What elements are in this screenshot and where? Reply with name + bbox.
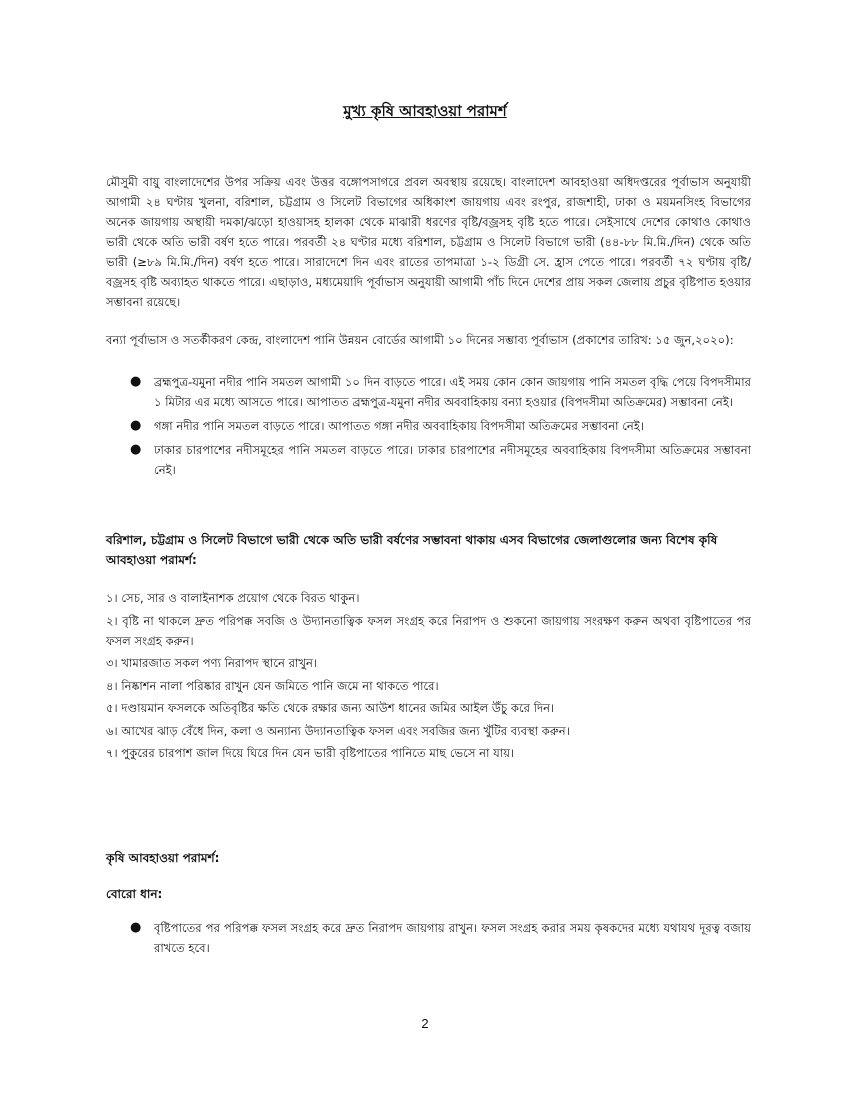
weather-summary-paragraph: মৌসুমী বায়ু বাংলাদেশের উপর সক্রিয় এবং উত্তর বঙ্গোপসাগরে প্রবল অবস্থায় রয়েছে। বাংলাদেশ আবহাওয়া অধিদপ্তরের পূর্বাভাস অনুযায়ী আগামী ২৪ ঘণ্টায় খুলনা, বরিশাল, চট্টগ্রাম ও সিলেট বিভাগের অধিকাংশ জায়গায় এবং রংপুর, রাজশাহী, ঢাকা ও ময়মনসিংহ বিভাগের অনেক জায়গায় অস্থায়ী দমকা/ঝড়ো হাওয়াসহ হালকা থেকে মাঝারী ধরণের বৃষ্টি/বজ্রসহ বৃষ্টি হতে পারে। সেইসাথে দেশের কোথাও কোথাও ভারী থেকে অতি ভারী বর্ষণ হতে পারে। পরবর্তী ২৪ ঘণ্টার মধ্যে বরিশাল, চট্টগ্রাম ও সিলেট বিভাগে ভারী (৪৪-৮৮ মি.মি./দিন) থেকে অতি ভারী (≥৮৯ মি.মি./দিন) বর্ষণ হতে পারে। সারাদেশে দিন এবং রাতের তাপমাত্রা ১-২ ডিগ্রী সে. হ্রাস পেতে পারে। পরবর্তী ৭২ ঘণ্টায় বৃষ্টি/বজ্রসহ বৃষ্টি অব্যাহত থাকতে পারে। এছাড়াও, মধ্যমেয়াদি পূর্বাভাস অনুযায়ী আগামী পাঁচ দিনে দেশের প্রায় সকল জেলায় প্রচুর বৃষ্টিপাত হওয়ার সম্ভাবনা রয়েছে। bbox=[106, 175, 751, 309]
special-advisory-list bbox=[106, 588, 751, 766]
list-item: ৭। পুকুরের চারপাশ জাল দিয়ে ঘিরে দিন যেন ভারী বৃষ্টিপাতের পানিতে মাছ ভেসে না যায়। bbox=[106, 746, 515, 760]
flood-forecast-intro: বন্যা পূর্বাভাস ও সতর্কীকরণ কেন্দ্র, বাংলাদেশ পানি উন্নয়ন বোর্ডের আগামী ১০ দিনের সম্ভাব্য পূর্বাভাস (প্রকাশের তারিখ: ১৫ জুন,২০২০): bbox=[106, 333, 734, 347]
list-item bbox=[106, 918, 751, 958]
list-item: ৩। খামারজাত সকল পণ্য নিরাপদ স্থানে রাখুন। bbox=[106, 656, 318, 670]
boro-rice-heading: বোরো ধান: bbox=[106, 887, 163, 901]
boro-rice-list bbox=[106, 918, 751, 962]
flood-forecast-list bbox=[106, 372, 751, 484]
bullet-icon: ● bbox=[130, 418, 142, 433]
list-item bbox=[106, 372, 751, 412]
list-item-text: ব্রহ্মপুত্র-যমুনা নদীর পানি সমতল আগামী ১০ দিন বাড়তে পারে। এই সময় কোন কোন জায়গায় পানি সমতল বৃদ্ধি পেয়ে বিপদসীমার ১ মিটার এর মধ্যে আসতে পারে। আপাতত ব্রহ্মপুত্র-যমুনা নদীর অববাহিকায় বন্যা হওয়ার (বিপদসীমা অতিক্রমের) সম্ভাবনা নেই। bbox=[154, 375, 751, 409]
bullet-icon: ● bbox=[130, 442, 142, 457]
list-item: ৬। আখের ঝাড় বেঁধে দিন, কলা ও অন্যান্য উদ্যানতাত্বিক ফসল এবং সবজির জন্য খুঁটির ব্যবস্থা করুন। bbox=[106, 723, 570, 738]
page-number: 2 bbox=[421, 1016, 429, 1031]
list-item bbox=[106, 440, 751, 480]
list-item bbox=[106, 416, 751, 436]
list-item: ১। সেচ, সার ও বালাইনাশক প্রয়োগ থেকে বিরত থাকুন। bbox=[106, 591, 360, 605]
bullet-icon: ● bbox=[130, 374, 142, 389]
bullet-icon: ● bbox=[130, 920, 142, 935]
special-advisory-heading: বরিশাল, চট্টগ্রাম ও সিলেট বিভাগে ভারী থেকে অতি ভারী বর্ষণের সম্ভাবনা থাকায় এসব বিভাগের জেলাগুলোর জন্য বিশেষ কৃষি আবহাওয়া পরামর্শ: bbox=[106, 533, 718, 567]
list-item-text: বৃষ্টিপাতের পর পরিপক্ক ফসল সংগ্রহ করে দ্রুত নিরাপদ জায়গায় রাখুন। ফসল সংগ্রহ করার সময় কৃষকদের মধ্যে যথাযথ দূরত্ব বজায় রাখতে হবে। bbox=[154, 921, 751, 955]
list-item: ৪। নিষ্কাশন নালা পরিষ্কার রাখুন যেন জমিতে পানি জমে না থাকতে পারে। bbox=[106, 678, 439, 693]
list-item-text: ঢাকার চারপাশের নদীসমূহের পানি সমতল বাড়তে পারে। ঢাকার চারপাশের নদীসমূহের অববাহিকায় বিপদসীমা অতিক্রমের সম্ভাবনা নেই। bbox=[154, 443, 751, 477]
list-item: ৫। দণ্ডায়মান ফসলকে অতিবৃষ্টির ক্ষতি থেকে রক্ষার জন্য আউশ ধানের জমির আইল উঁচু করে দিন। bbox=[106, 701, 555, 715]
advisory-heading: কৃষি আবহাওয়া পরামর্শ: bbox=[106, 851, 220, 865]
list-item: ২। বৃষ্টি না থাকলে দ্রুত পরিপক্ক সবজি ও উদ্যানতাত্বিক ফসল সংগ্রহ করে নিরাপদ ও শুকনো জায়গায় সংরক্ষণ করুন অথবা বৃষ্টিপাতের পর ফসল সংগ্রহ করুন। bbox=[106, 613, 751, 648]
page-title: মুখ্য কৃষি আবহাওয়া পরামর্শ bbox=[343, 102, 507, 120]
list-item-text: গঙ্গা নদীর পানি সমতল বাড়তে পারে। আপাতত গঙ্গা নদীর অববাহিকায় বিপদসীমা অতিক্রমের সম্ভাবনা নেই। bbox=[154, 419, 645, 433]
